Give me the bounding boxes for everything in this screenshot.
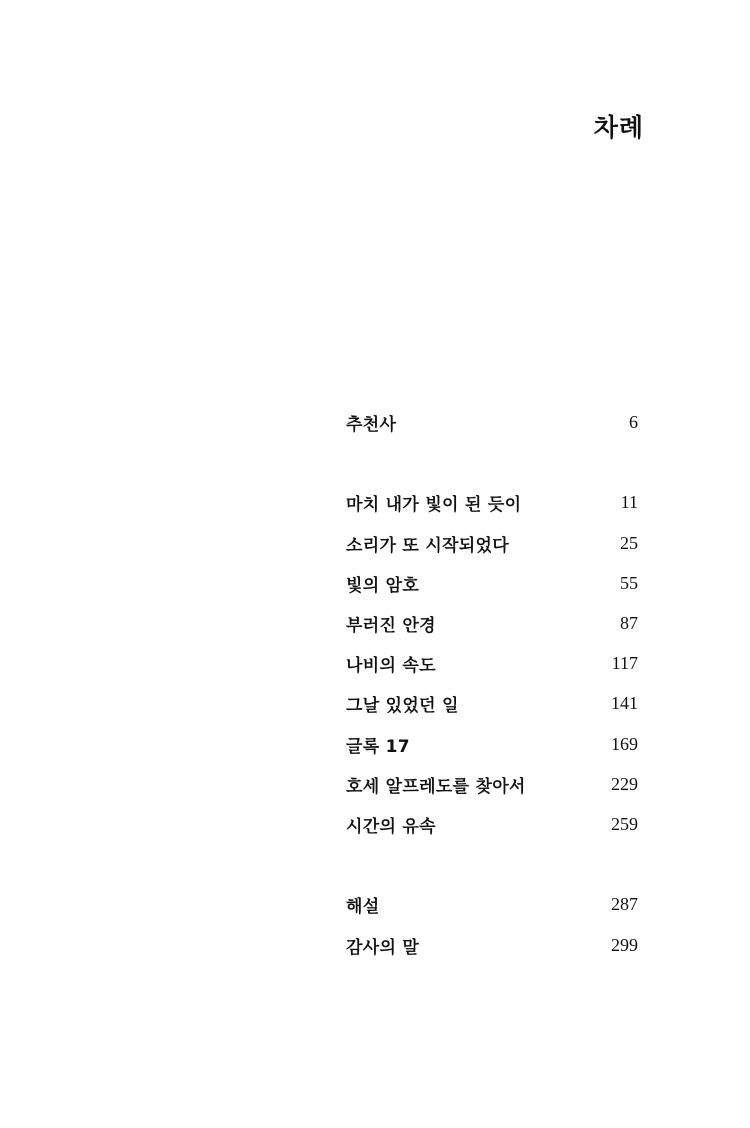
toc-entry-title: 나비의 속도 [346,655,436,676]
toc-entry-page: 229 [611,773,638,794]
toc-entry-page: 287 [611,893,638,914]
toc-entry-title: 빛의 암호 [346,575,420,596]
toc-entry-title: 감사의 말 [346,937,420,958]
toc-entry-title: 추천사 [346,414,397,435]
toc-entry-title: 호세 알프레도를 찾아서 [346,776,526,797]
toc-entry-page: 11 [620,491,638,512]
toc-entry-chapter[interactable] [346,649,638,677]
toc-entry-chapter[interactable] [346,730,638,758]
toc-entry-page: 141 [611,692,638,713]
toc-entry-chapter[interactable] [346,770,638,798]
toc-entry-page: 169 [611,733,638,754]
toc-entry-commentary[interactable] [346,890,638,918]
toc-entry-page: 25 [620,532,638,553]
toc-entry-chapter[interactable] [346,488,638,516]
toc-entry-chapter[interactable] [346,569,638,597]
toc-entry-page: 87 [620,612,638,633]
toc-entry-chapter[interactable] [346,689,638,717]
toc-entry-page: 55 [620,572,638,593]
toc-entry-title: 부러진 안경 [346,615,436,636]
toc-entry-title: 시간의 유속 [346,816,436,837]
toc-entry-chapter[interactable] [346,529,638,557]
toc-entry-page: 259 [611,813,638,834]
toc-entry-title: 글록 17 [346,736,410,757]
toc-entry-page: 6 [629,411,638,432]
toc-entry-title: 그날 있었던 일 [346,695,459,716]
toc-entry-chapter[interactable] [346,609,638,637]
toc-entry-foreword[interactable] [346,408,638,436]
toc-entry-page: 117 [611,652,638,673]
toc-entry-title: 해설 [346,896,380,917]
toc-entry-page: 299 [611,934,638,955]
toc-entry-title: 마치 내가 빛이 된 듯이 [346,494,522,515]
toc-entry-title: 소리가 또 시작되었다 [346,535,509,556]
page-title: 차례 [593,113,644,142]
toc-entry-acknowledgments[interactable] [346,931,638,959]
toc-entry-chapter[interactable] [346,810,638,838]
